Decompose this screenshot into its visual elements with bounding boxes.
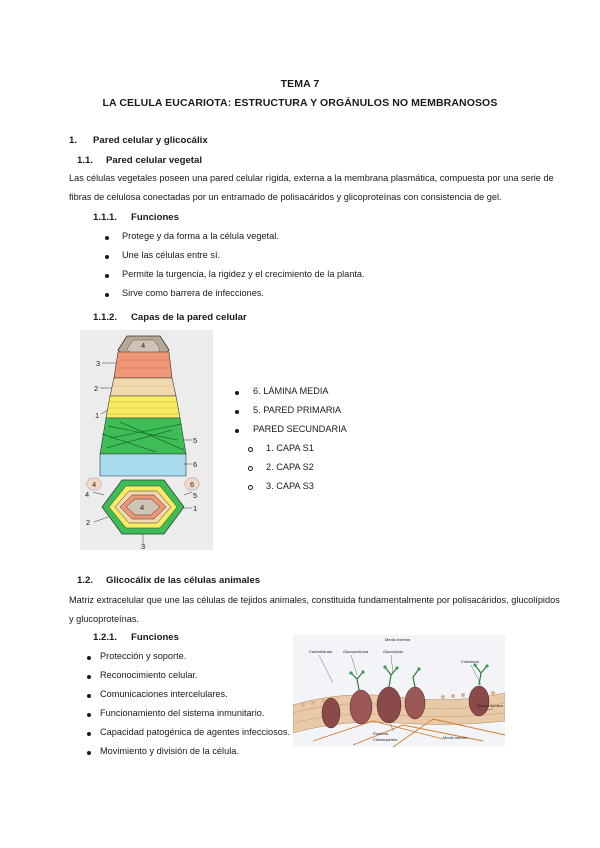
- membrane-label: Medio interior: [443, 735, 468, 740]
- figure-label: 5: [193, 436, 198, 445]
- membrane-label: Glucolípido: [383, 649, 404, 654]
- membrane-label: Carbohidrato: [309, 649, 333, 654]
- paragraph-line: Las células vegetales poseen una pared celular rígida, externa a la membrana plasmática, compuesta por una serie de: [69, 173, 554, 183]
- figure-label: 4: [141, 341, 146, 350]
- plasma-membrane-glycocalyx-figure: [293, 635, 505, 747]
- figure-label: 4: [140, 503, 145, 512]
- list-item: Sirve como barrera de infecciones.: [122, 288, 264, 298]
- section-1-1-number: 1.1.: [77, 155, 94, 166]
- list-item: Reconocimiento celular.: [100, 670, 198, 680]
- membrane-label: Colesterol: [461, 659, 480, 664]
- paragraph-line: y glucoproteínas.: [69, 614, 139, 624]
- bullet-icon: [235, 391, 239, 395]
- bullet-icon: [105, 255, 109, 259]
- paragraph-line: Matriz extracelular que une las células de tejidos animales, constituida fundamentalmente por polisacáridos, glucolípidos: [69, 595, 560, 605]
- bullet-icon: [105, 236, 109, 240]
- sub-list-item: 2. CAPA S2: [266, 462, 314, 472]
- list-item: Movimiento y división de la célula.: [100, 746, 239, 756]
- list-item: 5. PARED PRIMARIA: [253, 405, 342, 415]
- bullet-icon: [87, 656, 91, 660]
- list-item: Funcionamiento del sistema inmunitario.: [100, 708, 265, 718]
- cell-wall-layers-figure: [80, 330, 213, 550]
- membrane-label: Citoesqueleto: [373, 737, 398, 742]
- document-title: TEMA 7: [280, 78, 320, 90]
- paragraph-line: fibras de celulosa conectadas por un entramado de polisacáridos y glicoproteínas con consistencia de gel.: [69, 192, 502, 202]
- section-1-1-1-number: 1.1.1.: [93, 212, 118, 223]
- sub-list-item: 1. CAPA S1: [266, 443, 314, 453]
- figure-label: 5: [193, 491, 198, 500]
- figure-label: 6: [190, 480, 195, 489]
- bullet-icon: [87, 675, 91, 679]
- figure-label: 3: [141, 542, 146, 550]
- document-subtitle: LA CELULA EUCARIOTA: ESTRUCTURA Y ORGÁNULOS NO MEMBRANOSOS: [102, 97, 498, 109]
- list-item: PARED SECUNDARIA: [253, 424, 347, 434]
- section-1-1-2-number: 1.1.2.: [93, 312, 118, 323]
- section-1-2-number: 1.2.: [77, 575, 94, 586]
- bullet-icon: [87, 751, 91, 755]
- bullet-icon: [87, 713, 91, 717]
- membrane-label: Medio exterior: [385, 637, 411, 642]
- list-item: Protección y soporte.: [100, 651, 187, 661]
- bullet-icon: [105, 274, 109, 278]
- figure-label: 4: [92, 480, 97, 489]
- section-1-1-heading: Pared celular vegetal: [106, 155, 202, 166]
- membrane-label: Proteína: [373, 731, 389, 736]
- sub-bullet-icon: [248, 485, 253, 490]
- section-1-2-1-heading: Funciones: [131, 632, 179, 643]
- figure-label: 6: [193, 460, 198, 469]
- membrane-label: Glucoproteína: [343, 649, 369, 654]
- section-1-number: 1.: [69, 135, 78, 146]
- section-1-heading: Pared celular y glicocálix: [93, 135, 208, 146]
- list-item: Protege y da forma a la célula vegetal.: [122, 231, 279, 241]
- list-item: 6. LÁMINA MEDIA: [253, 386, 329, 396]
- list-item: Comunicaciones intercelulares.: [100, 689, 228, 699]
- sub-list-item: 3. CAPA S3: [266, 481, 314, 491]
- bullet-icon: [87, 694, 91, 698]
- figure-label: 2: [94, 384, 99, 393]
- figure-label: 2: [86, 518, 91, 527]
- section-1-1-1-heading: Funciones: [131, 212, 179, 223]
- section-1-2-1-number: 1.2.1.: [93, 632, 118, 643]
- sub-bullet-icon: [248, 466, 253, 471]
- membrane-label: Bicapa lipídica: [477, 703, 503, 708]
- figure-label: 4: [85, 490, 90, 499]
- figure-label: 3: [96, 359, 101, 368]
- list-item: Capacidad patogénica de agentes infecciosos.: [100, 727, 291, 737]
- list-item: Permite la turgencia, la rigidez y el crecimiento de la planta.: [122, 269, 365, 279]
- bullet-icon: [105, 293, 109, 297]
- bullet-icon: [235, 429, 239, 433]
- figure-label: 1: [95, 411, 100, 420]
- figure-label: 1: [193, 504, 198, 513]
- list-item: Une las células entre sí.: [122, 250, 221, 260]
- sub-bullet-icon: [248, 447, 253, 452]
- bullet-icon: [235, 410, 239, 414]
- bullet-icon: [87, 732, 91, 736]
- section-1-1-2-heading: Capas de la pared celular: [131, 312, 247, 323]
- section-1-2-heading: Glicocálix de las células animales: [106, 575, 261, 586]
